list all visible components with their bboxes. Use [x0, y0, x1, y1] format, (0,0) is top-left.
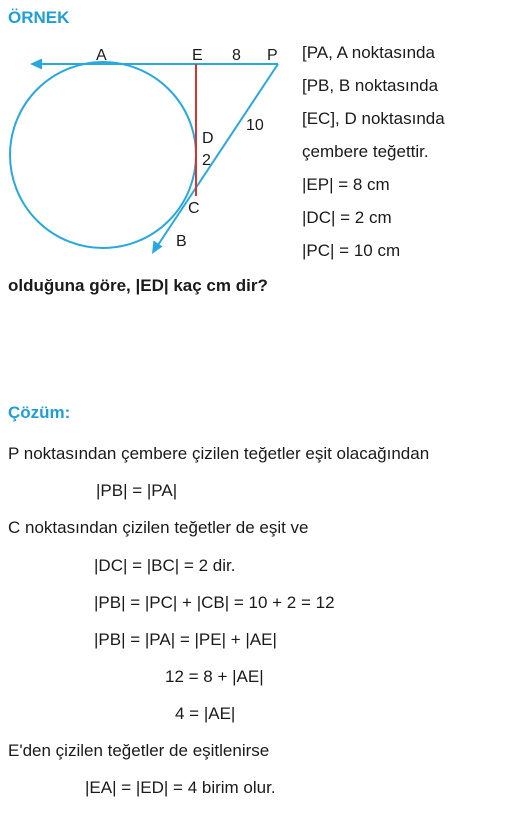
solution-line: 12 = 8 + |AE| — [165, 667, 264, 686]
solution-line: |PB| = |PA| = |PE| + |AE| — [94, 630, 277, 649]
condition-line: |PC| = 10 cm — [302, 241, 401, 260]
label-DC-length: 2 — [202, 152, 211, 169]
example-heading: ÖRNEK — [8, 8, 70, 27]
condition-line: [PA, A noktasında — [302, 43, 435, 62]
condition-line: |DC| = 2 cm — [302, 208, 392, 227]
arrow-down-left-icon — [152, 241, 163, 255]
label-D: D — [202, 130, 214, 147]
solution-line: |DC| = |BC| = 2 dir. — [94, 556, 236, 575]
solution-line: P noktasından çembere çizilen teğetler eşit olacağından — [8, 444, 430, 463]
label-P: P — [267, 47, 278, 64]
condition-line: |EP| = 8 cm — [302, 175, 390, 194]
label-C: C — [188, 200, 200, 217]
arrow-left-icon — [30, 59, 42, 70]
condition-line: [EC], D noktasında — [302, 109, 445, 128]
solution-line: E'den çizilen teğetler de eşitlenirse — [8, 741, 270, 760]
solution-heading: Çözüm: — [8, 403, 71, 422]
condition-line: [PB, B noktasında — [302, 76, 439, 95]
solution-line: |PB| = |PC| + |CB| = 10 + 2 = 12 — [94, 593, 335, 612]
label-E: E — [192, 47, 203, 64]
condition-line: çembere teğettir. — [302, 142, 429, 161]
label-A: A — [96, 47, 107, 64]
question-text: olduğuna göre, |ED| kaç cm dir? — [8, 276, 268, 295]
solution-line: |PB| = |PA| — [96, 481, 178, 500]
label-B: B — [176, 233, 187, 250]
label-EP-length: 8 — [232, 47, 241, 64]
solution-line: C noktasından çizilen teğetler de eşit ve — [8, 518, 309, 537]
circle — [10, 62, 196, 248]
solution-line: |EA| = |ED| = 4 birim olur. — [85, 778, 276, 797]
tangent-line-PB — [156, 64, 278, 248]
label-PC-length: 10 — [246, 117, 264, 134]
solution-line: 4 = |AE| — [175, 704, 236, 723]
